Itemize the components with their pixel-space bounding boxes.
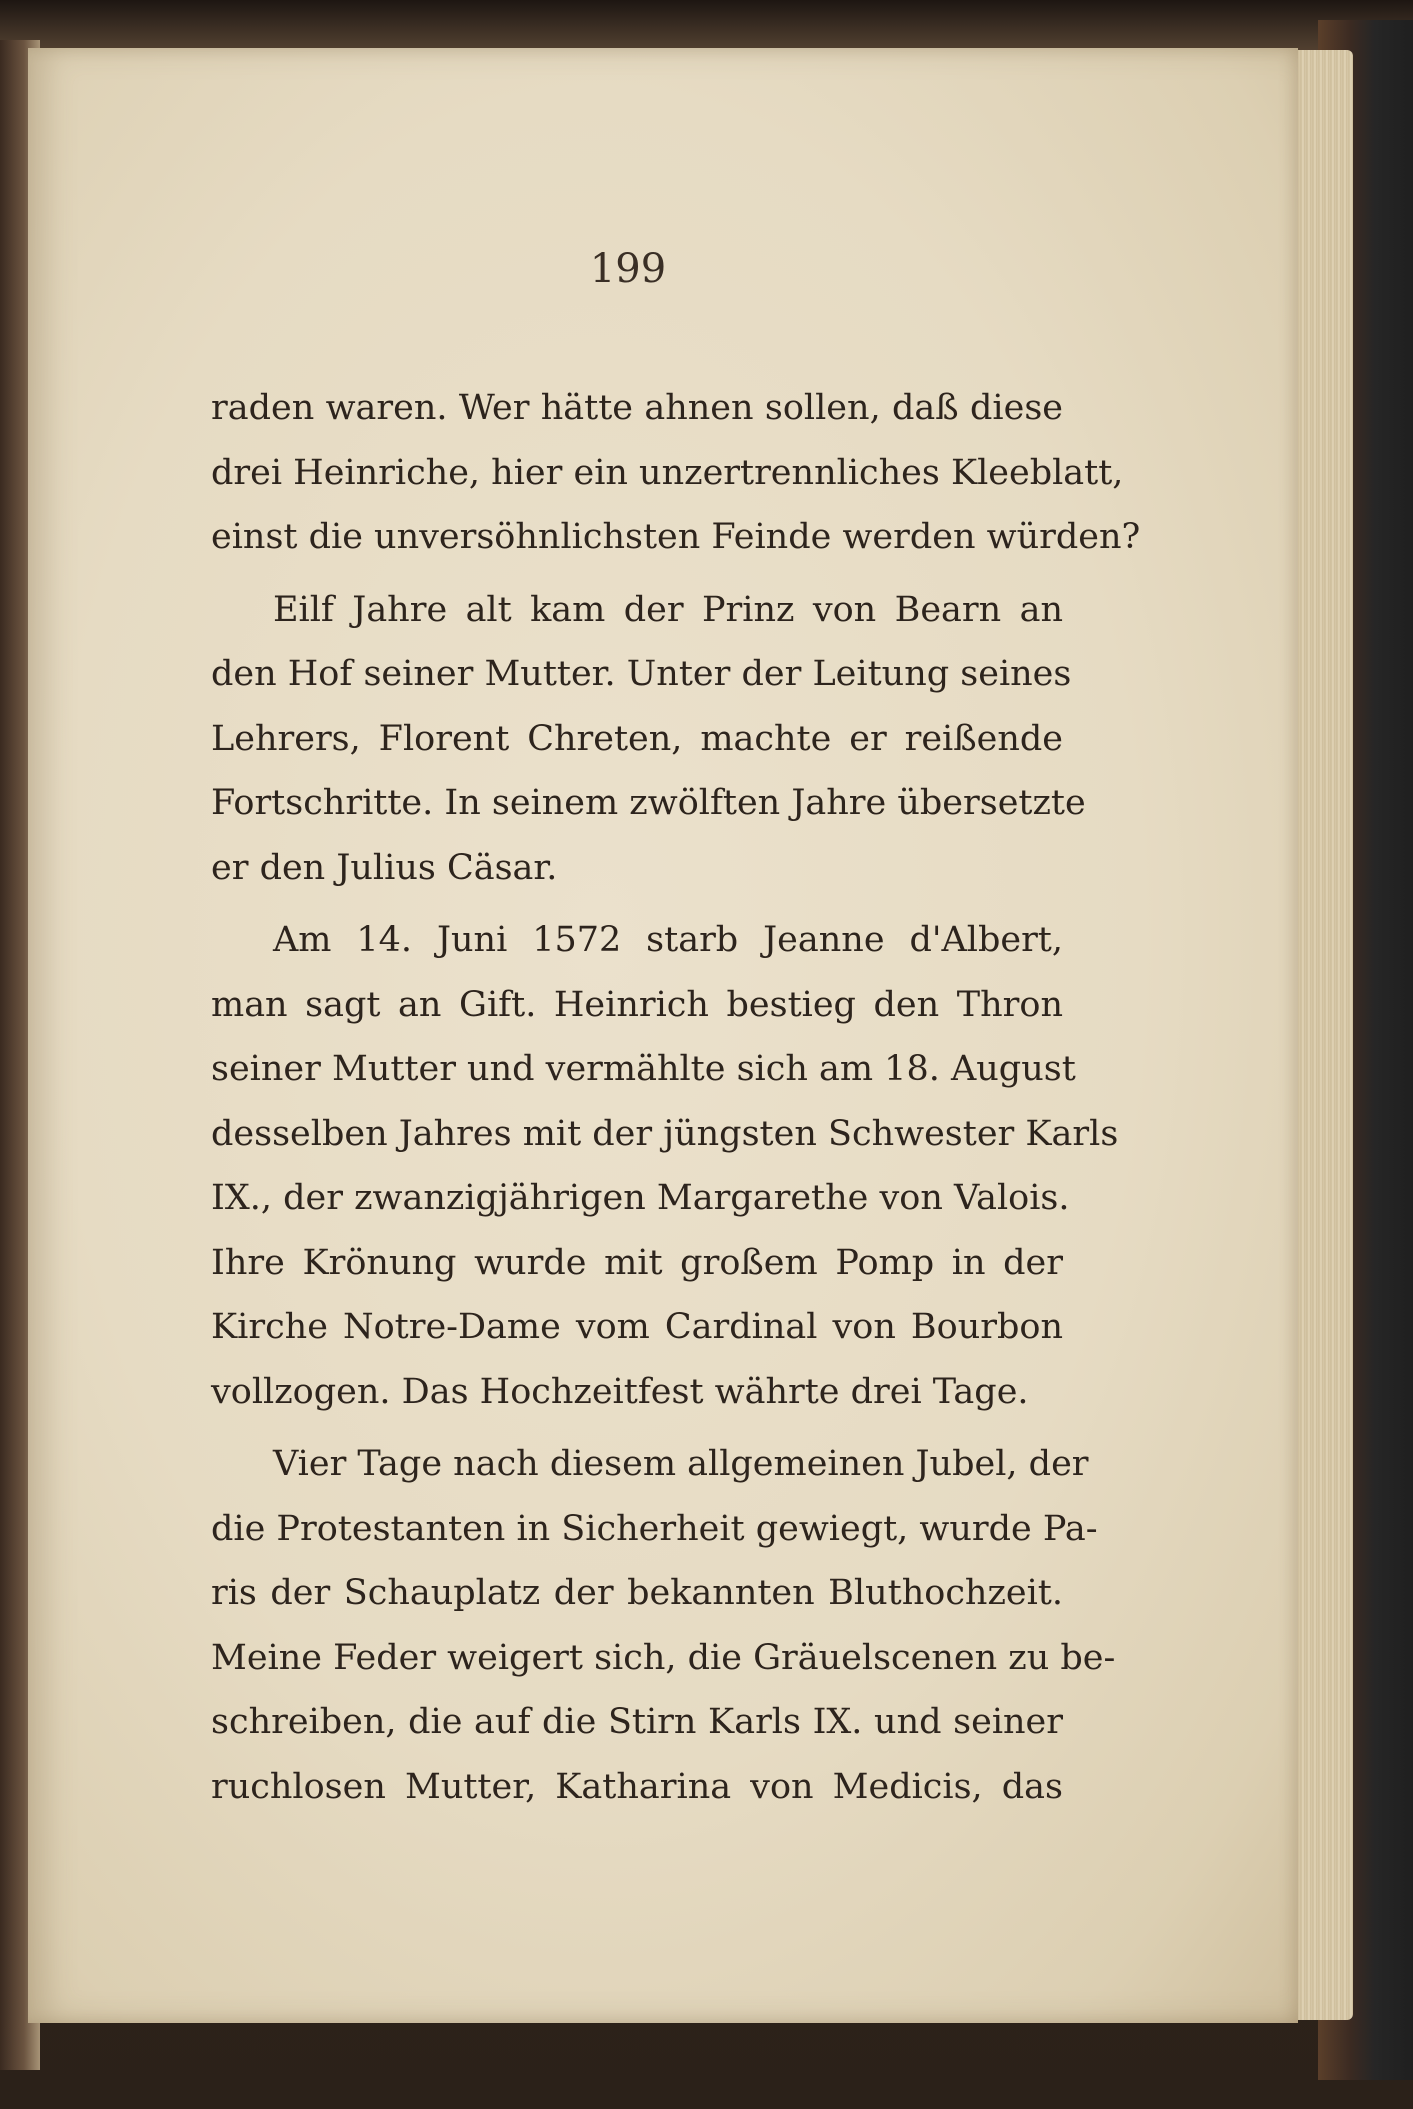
text-line: Am 14. Juni 1572 starb Jeanne d'Albert, <box>273 920 1063 960</box>
text-line: Meine Feder weigert sich, die Gräuelscenen zu be- <box>211 1637 1116 1678</box>
page-edges <box>1293 50 1353 2020</box>
page-number: 199 <box>589 246 667 292</box>
text-line: ruchlosen Mutter, Katharina von Medicis, das <box>211 1766 1063 1807</box>
text-line: einst die unversöhnlichsten Feinde werden würden? <box>211 517 1141 557</box>
book-page <box>28 48 1298 2023</box>
text-line: Kirche Notre-Dame vom Cardinal von Bourbon <box>211 1307 1063 1347</box>
text-line: IX., der zwanzigjährigen Margarethe von Valois. <box>211 1178 1070 1218</box>
text-line: den Hof seiner Mutter. Unter der Leitung seines <box>211 654 1072 694</box>
text-line: Eilf Jahre alt kam der Prinz von Bearn an <box>273 589 1063 630</box>
text-line: man sagt an Gift. Heinrich bestieg den Thron <box>211 984 1063 1025</box>
text-line: schreiben, die auf die Stirn Karls IX. und seiner <box>211 1702 1063 1742</box>
paragraph-gap <box>211 900 1063 908</box>
paragraph-gap <box>211 570 1063 578</box>
text-line: Ihre Krönung wurde mit großem Pomp in der <box>211 1242 1063 1283</box>
text-line: Lehrers, Florent Chreten, machte er reißende <box>211 718 1063 759</box>
text-line: Vier Tage nach diesem allgemeinen Jubel, der <box>273 1444 1089 1484</box>
paragraph-gap <box>211 1424 1063 1432</box>
text-line: seiner Mutter und vermählte sich am 18. August <box>211 1049 1076 1089</box>
text-line: er den Julius Cäsar. <box>211 847 558 888</box>
text-line: vollzogen. Das Hochzeitfest währte drei Tage. <box>211 1371 1029 1412</box>
body-text <box>211 376 1141 1819</box>
text-line: die Protestanten in Sicherheit gewiegt, wurde Pa- <box>211 1508 1098 1549</box>
text-line: raden waren. Wer hätte ahnen sollen, daß diese <box>211 388 1063 428</box>
text-line: drei Heinriche, hier ein unzertrennliches Kleeblatt, <box>211 452 1124 493</box>
text-line: desselben Jahres mit der jüngsten Schwester Karls <box>211 1113 1119 1154</box>
text-line: Fortschritte. In seinem zwölften Jahre übersetzte <box>211 783 1086 823</box>
text-line: ris der Schauplatz der bekannten Bluthochzeit. <box>211 1573 1063 1613</box>
